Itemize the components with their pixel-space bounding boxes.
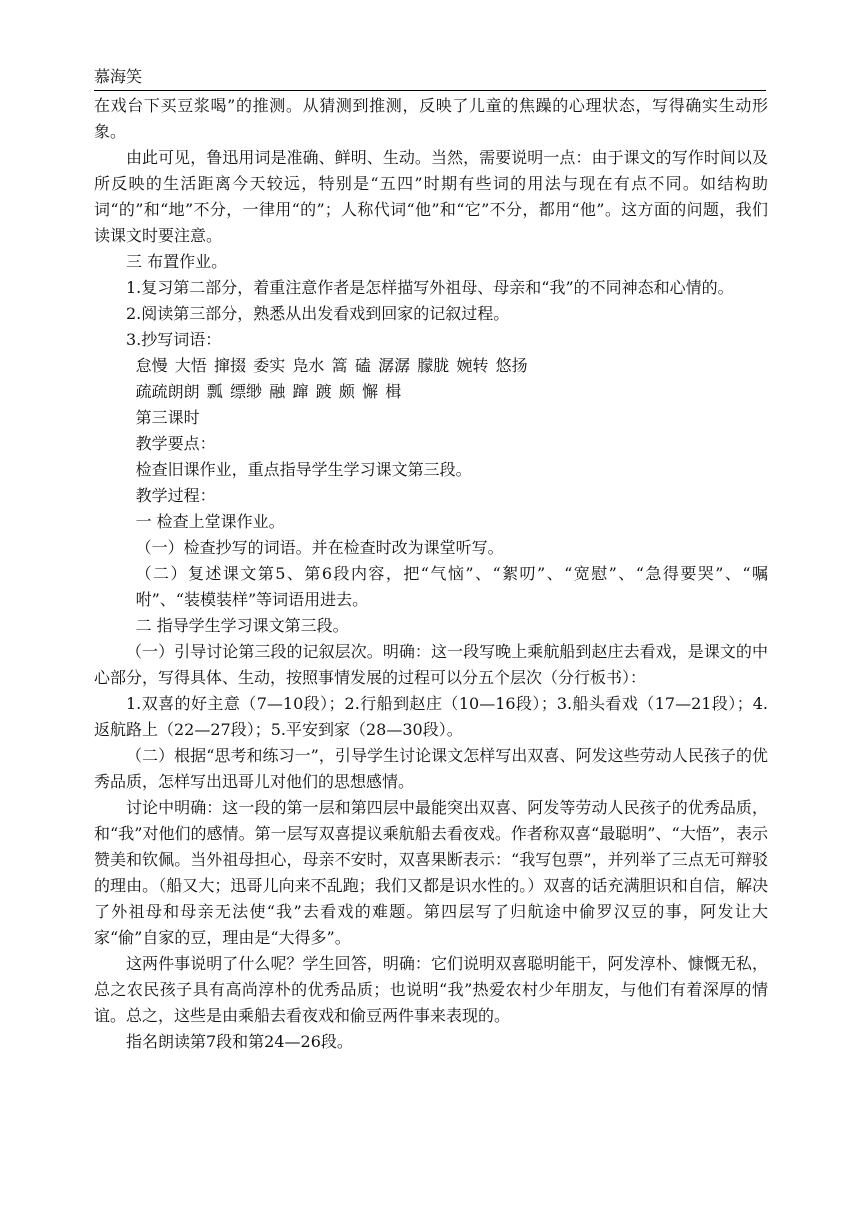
header-author: 慕海笑	[94, 67, 143, 86]
paragraph: 3.抄写词语：	[126, 330, 222, 349]
vocab-word: 大悟	[174, 356, 207, 375]
paragraph: 这两件事说明了什么呢？学生回答，明确：它们说明双喜聪明能干，阿发淳朴、慷慨无私，总之农民孩子具有高尚淳朴的优秀品质；也说明“我”热爱农村少年朋友，与他们有着深厚的情谊。总之，这些是由乘船去看夜戏和偷豆两件事来表现的。	[94, 954, 768, 1025]
vocab-word: 潺潺	[378, 356, 411, 375]
paragraph: 2.阅读第三部分，熟悉从出发看戏到回家的记叙过程。	[126, 304, 510, 323]
paragraph: 检查旧课作业，重点指导学生学习课文第三段。	[135, 460, 472, 479]
vocab-word: 融	[269, 382, 286, 401]
vocab-word: 缥缈	[230, 382, 263, 401]
paragraph: 指名朗读第7段和第24—26段。	[126, 1032, 353, 1051]
vocab-word: 婉转	[456, 356, 489, 375]
paragraph: 讨论中明确：这一段的第一层和第四层中最能突出双喜、阿发等劳动人民孩子的优秀品质，和“我”对他们的感情。第一层写双喜提议乘航船去看夜戏。作者称双喜“最聪明”、“大悟”，表示赞美和钦佩。当外祖母担心，母亲不安时，双喜果断表示：“我写包票”，并列举了三点无可辩驳的理由。（船又大；迅哥儿向来不乱跑；我们又都是识水性的。）双喜的话充满胆识和自信，解决了外祖母和母亲无法使“我”去看戏的难题。第四层写了归航途中偷罗汉豆的事，阿发让大家“偷”自家的豆，理由是“大得多”。	[94, 798, 768, 947]
paragraph: （二）根据“思考和练习一”，引导学生讨论课文怎样写出双喜、阿发这些劳动人民孩子的优秀品质，怎样写出迅哥儿对他们的思想感情。	[94, 746, 768, 791]
section-heading: 二 指导学生学习课文第三段。	[135, 616, 349, 635]
page-header	[94, 64, 766, 91]
vocab-word: 篙	[331, 356, 348, 375]
section-heading: 一 检查上堂课作业。	[135, 512, 285, 531]
section-heading: 三 布置作业。	[126, 252, 228, 271]
paragraph: 在戏台下买豆浆喝”的推测。从猜测到推测，反映了儿童的焦躁的心理状态，写得确实生动形象。	[94, 96, 768, 141]
vocab-word: 踱	[315, 382, 332, 401]
vocab-row	[94, 353, 768, 379]
vocab-word: 撺掇	[214, 356, 247, 375]
vocab-word: 委实	[253, 356, 286, 375]
vocab-word: 疏疏朗朗	[135, 382, 200, 401]
paragraph: （一）检查抄写的词语。并在检查时改为课堂听写。	[135, 538, 504, 557]
paragraph: （一）引导讨论第三段的记叙层次。明确：这一段写晚上乘航船到赵庄去看戏，是课文的中心部分，写得具体、生动，按照事情发展的过程可以分五个层次（分行板书）：	[94, 642, 768, 687]
vocab-word: 瓢	[206, 382, 223, 401]
paragraph: 教学过程：	[135, 486, 216, 505]
vocab-row	[94, 379, 768, 405]
paragraph: 1.双喜的好主意（7—10段）；2.行船到赵庄（10—16段）；3.船头看戏（17—21段）；4.返航路上（22—27段）；5.平安到家（28—30段）。	[94, 694, 768, 739]
paragraph: 教学要点：	[135, 434, 216, 453]
paragraph: 由此可见，鲁迅用词是准确、鲜明、生动。当然，需要说明一点：由于课文的写作时间以及所反映的生活距离今天较远，特别是“五四”时期有些词的用法与现在有点不同。如结构助词“的”和“地”不分，一律用“的”；人称代词“他”和“它”不分，都用“他”。这方面的问题，我们读课文时要注意。	[94, 148, 768, 245]
vocab-word: 悠扬	[495, 356, 528, 375]
vocab-word: 楫	[385, 382, 402, 401]
paragraph: （二）复述课文第5、第6段内容，把“气恼”、“絮叨”、“宽慰”、“急得要哭”、“嘱咐”、“装模装样”等词语用进去。	[135, 564, 768, 609]
vocab-word: 朦胧	[417, 356, 450, 375]
vocab-word: 凫水	[292, 356, 325, 375]
section-heading: 第三课时	[135, 408, 200, 427]
paragraph: 1.复习第二部分，着重注意作者是怎样描写外祖母、母亲和“我”的不同神态和心情的。	[126, 278, 734, 297]
vocab-word: 懈	[362, 382, 379, 401]
document-body	[94, 93, 768, 1055]
vocab-word: 颇	[338, 382, 355, 401]
vocab-word: 怠慢	[135, 356, 168, 375]
vocab-word: 蹿	[292, 382, 309, 401]
vocab-word: 磕	[354, 356, 371, 375]
